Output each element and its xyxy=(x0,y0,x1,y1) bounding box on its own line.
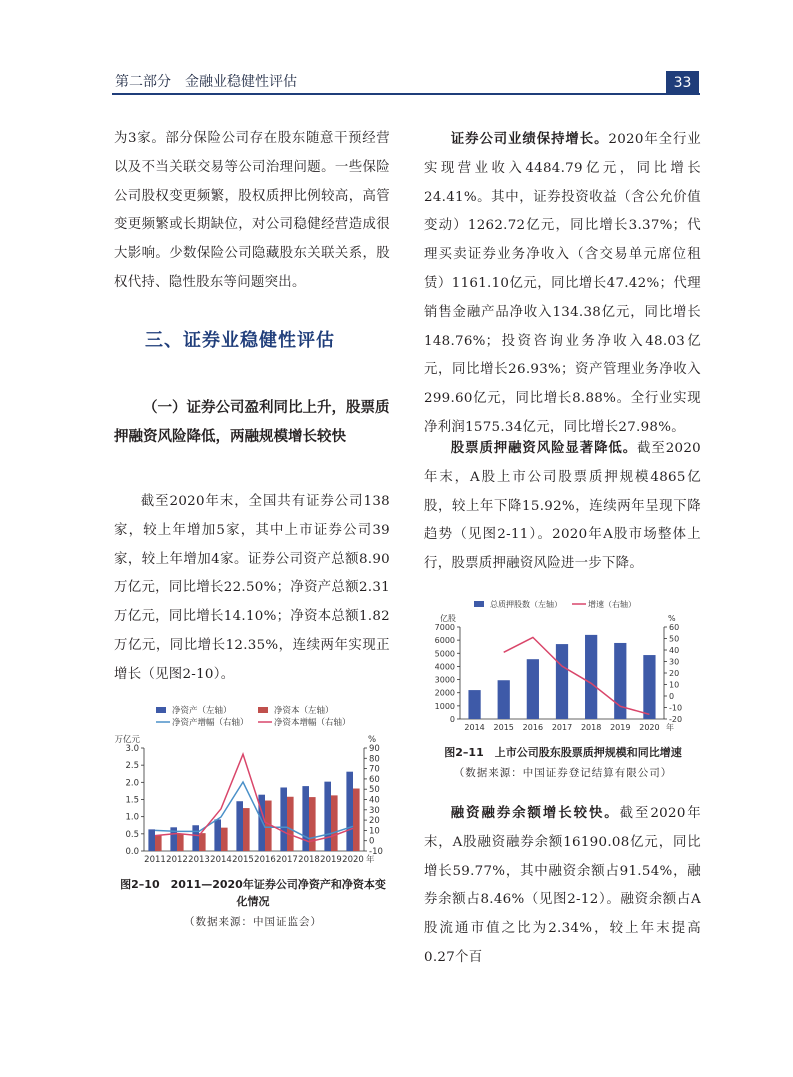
y-left-tick-3: 3000 xyxy=(434,675,455,685)
chart-fig-2-10 xyxy=(112,700,394,875)
y-right-title: % xyxy=(368,735,377,745)
bar-净资本（左轴）-2011 xyxy=(155,835,162,851)
y-right-tick-3: 10 xyxy=(669,680,680,690)
y-right-tick-7: 50 xyxy=(669,634,680,644)
line-增速（右轴） xyxy=(504,637,650,714)
legend-label-2: 净资产增幅（右轴） xyxy=(172,718,249,728)
x-tick-2011: 2011 xyxy=(144,855,166,865)
bar-净资产（左轴）-2014 xyxy=(214,819,221,851)
legend-swatch-1 xyxy=(258,707,268,713)
x-tick-2018: 2018 xyxy=(298,855,320,865)
y-right-tick-4: 20 xyxy=(669,669,680,678)
bar-净资本（左轴）-2020 xyxy=(353,789,360,851)
y-right-tick-5: 30 xyxy=(669,657,680,667)
x-tick-2014: 2014 xyxy=(210,855,232,865)
fig10-source: （数据来源：中国证监会） xyxy=(184,916,322,928)
left-para2-text: 截至2020年末，全国共有证券公司138家，较上年增加5家，其中上市证券公司39家，较上年增加4家。证券公司资产总额8.90万亿元，同比增长22.50%；净资产总额2.31万亿元，同比增长14.10%；净资本总额1.82万亿元，同比增长12.35%，连续两年实现正增长（见图2-10）。 xyxy=(114,494,390,682)
x-unit: 年 xyxy=(366,855,375,865)
y-right-tick-0: -10 xyxy=(369,847,383,857)
fig11-caption: 图2–11 上市公司股东股票质押规模和同比增速 xyxy=(444,746,682,759)
bar-总质押股数（左轴）-2018 xyxy=(585,635,597,719)
y-right-tick-2: 10 xyxy=(369,826,380,837)
x-tick-2017: 2017 xyxy=(276,855,298,865)
bar-总质押股数（左轴）-2020 xyxy=(643,655,655,719)
legend-swatch-0 xyxy=(156,707,166,713)
y-right-tick-7: 60 xyxy=(369,774,380,785)
right-paragraph-3 xyxy=(424,799,701,973)
bar-净资产（左轴）-2020 xyxy=(346,772,353,851)
y-left-tick-1: 1000 xyxy=(434,701,455,711)
bar-净资本（左轴）-2013 xyxy=(199,833,206,851)
bar-净资产（左轴）-2019 xyxy=(324,782,331,851)
chart-fig-2-11 xyxy=(424,594,702,742)
bar-净资本（左轴）-2017 xyxy=(287,797,294,851)
bar-净资本（左轴）-2019 xyxy=(331,795,338,851)
fig11-source: （数据来源：中国证券登记结算有限公司） xyxy=(453,767,673,779)
right-paragraph-2 xyxy=(424,434,701,579)
y-right-tick-0: -20 xyxy=(669,715,683,724)
y-right-tick-5: 40 xyxy=(369,795,380,806)
x-tick-2018: 2018 xyxy=(580,723,602,732)
x-tick-2015: 2015 xyxy=(232,855,254,865)
y-left-tick-6: 6000 xyxy=(434,636,455,646)
y-left-tick-2: 2000 xyxy=(434,688,455,698)
x-tick-2014: 2014 xyxy=(464,723,485,732)
y-right-tick-4: 30 xyxy=(369,805,380,816)
legend-swatch-0 xyxy=(474,601,484,607)
p3-lead: 融资融券余额增长较快。 xyxy=(450,805,620,821)
left-paragraph-2 xyxy=(114,488,390,690)
line-净资本增幅（右轴） xyxy=(155,754,353,842)
y-left-tick-0: 0 xyxy=(449,715,455,724)
y-left-title: 亿股 xyxy=(440,614,456,623)
y-right-tick-10: 90 xyxy=(369,744,380,754)
y-left-tick-6: 3.0 xyxy=(125,744,139,754)
left-paragraph-1 xyxy=(114,125,390,298)
bar-总质押股数（左轴）-2014 xyxy=(468,690,480,719)
section-title: 三、证券业稳健性评估 xyxy=(145,330,335,351)
x-unit: 年 xyxy=(666,723,674,732)
bar-净资本（左轴）-2018 xyxy=(309,797,316,851)
x-tick-2017: 2017 xyxy=(551,723,573,732)
bar-净资本（左轴）-2015 xyxy=(243,808,250,851)
y-left-tick-2: 1.0 xyxy=(125,812,139,823)
y-right-tick-6: 50 xyxy=(369,785,380,796)
bar-净资本（左轴）-2014 xyxy=(221,828,228,851)
legend-label-1: 净资本（左轴） xyxy=(274,706,334,716)
y-right-tick-1: 0 xyxy=(369,836,375,847)
x-tick-2020: 2020 xyxy=(342,855,364,865)
y-left-tick-5: 2.5 xyxy=(125,761,139,772)
header-title: 第二部分 金融业稳健性评估 xyxy=(115,74,297,90)
y-right-tick-9: 80 xyxy=(369,754,380,765)
y-left-tick-4: 2.0 xyxy=(125,778,139,789)
right-paragraph-1 xyxy=(424,125,701,443)
x-tick-2013: 2013 xyxy=(188,855,210,865)
y-right-tick-2: 0 xyxy=(669,692,675,701)
p2-body: 截至2020年末，A股上市公司股票质押规模4865亿股，较上年下降15.92%，连续两年呈现下降趋势（见图2-11）。2020年A股市场整体上行，股票质押融资风险进一步下降。 xyxy=(424,441,701,572)
y-left-tick-5: 5000 xyxy=(434,649,455,659)
legend-label-0: 总质押股数（左轴） xyxy=(490,600,562,609)
bar-净资产（左轴）-2011 xyxy=(148,829,155,851)
legend-label-3: 净资本增幅（右轴） xyxy=(274,718,351,728)
subsection-title: （一）证券公司盈利同比上升，股票质押融资风险降低，两融规模增长较快 xyxy=(114,399,390,445)
bar-净资产（左轴）-2017 xyxy=(280,787,287,851)
left-para1-text: 为3家。部分保险公司存在股东随意干预经营以及不当关联交易等公司治理问题。一些保险公司股权变更频繁，股权质押比例较高，高管变更频繁或长期缺位，对公司稳健经营造成很大影响。少数保险公司隐藏股东关联关系，股权代持、隐性股东等问题突出。 xyxy=(114,131,390,290)
y-right-tick-3: 20 xyxy=(369,816,380,827)
x-tick-2016: 2016 xyxy=(522,723,544,732)
x-tick-2019: 2019 xyxy=(610,723,631,732)
y-right-tick-8: 70 xyxy=(369,764,380,775)
p3-body: 截至2020年末，A股融资融券余额16190.08亿元，同比增长59.77%，其中融资余额占91.54%，融券余额占8.46%（见图2-12）。融资余额占A股流通市值之比为2.34%，较上年末提高0.27个百 xyxy=(424,806,701,965)
y-right-tick-1: -10 xyxy=(669,703,683,713)
fig10-caption-line1: 图2–10 2011—2020年证券公司净资产和净资本变 xyxy=(120,878,386,891)
y-left-tick-1: 0.5 xyxy=(125,829,139,840)
p1-lead: 证券公司业绩保持增长。 xyxy=(450,131,609,147)
p2-lead: 股票质押融资风险显著降低。 xyxy=(450,440,638,456)
bar-净资产（左轴）-2013 xyxy=(192,825,199,851)
header-divider xyxy=(112,93,700,95)
legend-label-0: 净资产（左轴） xyxy=(172,706,232,716)
y-right-tick-8: 60 xyxy=(669,623,680,632)
x-tick-2012: 2012 xyxy=(166,855,188,865)
bar-总质押股数（左轴）-2015 xyxy=(498,680,510,719)
fig10-caption-line2: 化情况 xyxy=(236,895,270,908)
p1-body: 2020年全行业实现营业收入4484.79亿元，同比增长24.41%。其中，证券投资收益（含公允价值变动）1262.72亿元，同比增长3.37%；代理买卖证券业务净收入（含交易单元席位租赁）1161.10亿元，同比增长47.42%；代理销售金融产品净收入134.38亿元，同比增长148.76%；投资咨询业务净收入48.03亿元，同比增长26.93%；资产管理业务净收入299.60亿元，同比增长8.88%。全行业实现净利润1575.34亿元，同比增长27.98%。 xyxy=(424,132,701,435)
y-left-tick-0: 0.0 xyxy=(125,847,139,857)
x-tick-2015: 2015 xyxy=(493,723,514,732)
y-left-tick-4: 4000 xyxy=(434,662,455,672)
y-left-tick-3: 1.5 xyxy=(125,795,139,806)
y-left-tick-7: 7000 xyxy=(434,623,455,632)
x-tick-2019: 2019 xyxy=(320,855,342,865)
bar-净资本（左轴）-2012 xyxy=(177,834,184,851)
y-right-title: % xyxy=(668,614,676,623)
bar-总质押股数（左轴）-2016 xyxy=(527,659,539,719)
x-tick-2020: 2020 xyxy=(639,723,660,732)
x-tick-2016: 2016 xyxy=(254,855,276,865)
bar-总质押股数（左轴）-2017 xyxy=(556,644,568,719)
bar-净资产（左轴）-2015 xyxy=(236,801,243,851)
y-left-title: 万亿元 xyxy=(114,735,140,745)
legend-label-1: 增速（右轴） xyxy=(588,600,636,609)
y-right-tick-6: 40 xyxy=(669,646,680,655)
page-number: 33 xyxy=(666,71,699,95)
